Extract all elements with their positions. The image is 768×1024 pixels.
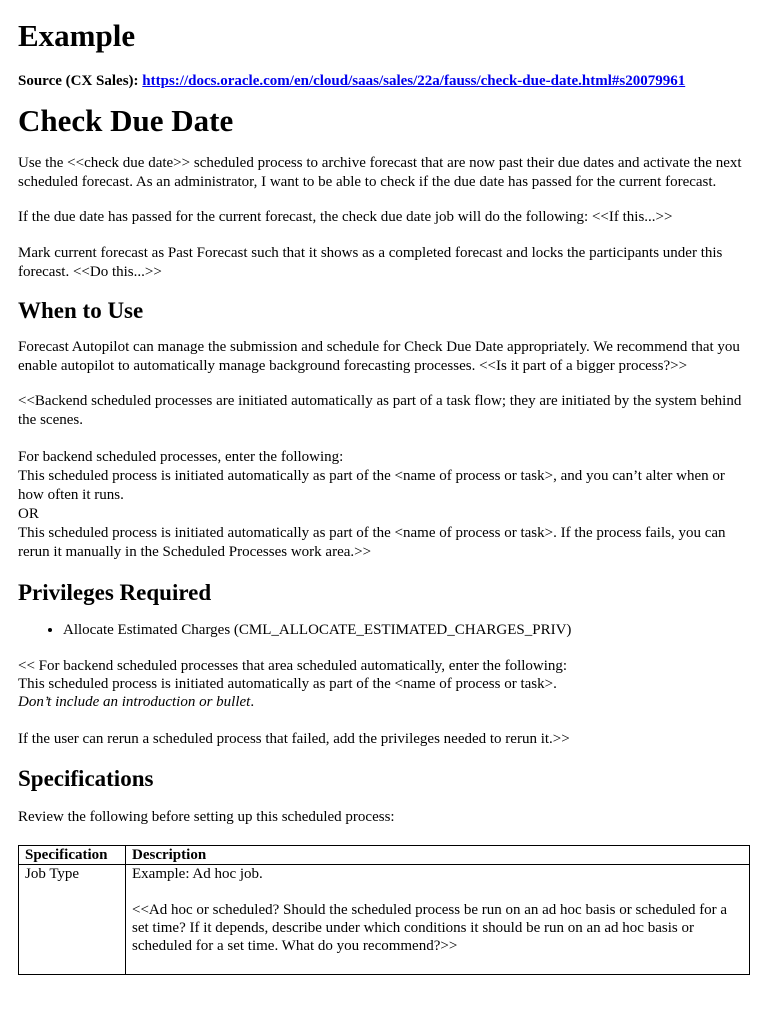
description-line-2: <<Ad hoc or scheduled? Should the scheduled process be run on an ad hoc basis or scheduled for a set time? If it depends, describe under which conditions it should be run on an ad hoc basis or scheduled for a set time. What do you recommend?>>: [132, 902, 728, 954]
table-cell-description: [126, 865, 750, 975]
list-item: • Allocate Estimated Charges (CML_ALLOCATE_ESTIMATED_CHARGES_PRIV): [63, 621, 750, 640]
when-to-use-paragraph-1: Forecast Autopilot can manage the submission and schedule for Check Due Date appropriately. We recommend that you enable autopilot to automatically manage background forecasting processes. <<Is it part of a bigger process?>>: [18, 339, 740, 374]
intro-paragraph-2: If the due date has passed for the current forecast, the check due date job will do the following: <<If this...>>: [18, 209, 673, 225]
table-header-description: Description: [126, 846, 750, 865]
table-header-specification: Specification: [19, 846, 126, 865]
privileges-note: [18, 657, 750, 711]
page-title: Check Due Date: [18, 103, 234, 138]
privileges-note-line-3-end: .: [250, 694, 255, 710]
source-link[interactable]: https://docs.oracle.com/en/cloud/saas/sales/22a/fauss/check-due-date.html#s20079961: [142, 73, 686, 89]
when-to-use-heading: When to Use: [18, 298, 144, 323]
source-line: [18, 72, 750, 91]
source-label: Source (CX Sales):: [18, 73, 139, 89]
table-cell-spec: Job Type: [19, 865, 126, 975]
privileges-list: [18, 621, 750, 640]
privileges-rerun-paragraph: If the user can rerun a scheduled process that failed, add the privileges needed to rerun it.>>: [18, 731, 570, 747]
privileges-heading: Privileges Required: [18, 580, 212, 605]
table-row: [19, 865, 750, 975]
table-header-row: [19, 846, 750, 865]
when-to-use-paragraph-2: <<Backend scheduled processes are initiated automatically as part of a task flow; they are initiated by the system behind the scenes.: [18, 393, 742, 428]
backend-line-2: This scheduled process is initiated automatically as part of the <name of process or task>, and you can’t alter when or how often it runs.: [18, 468, 725, 503]
privileges-note-line-1: << For backend scheduled processes that area scheduled automatically, enter the following:: [18, 658, 568, 674]
backend-instructions: [18, 448, 750, 562]
specifications-table: [18, 845, 750, 975]
specifications-intro: Review the following before setting up this scheduled process:: [18, 809, 395, 825]
backend-line-or: OR: [18, 506, 39, 522]
backend-line-4: This scheduled process is initiated automatically as part of the <name of process or task>. If the process fails, you can rerun it manually in the Scheduled Processes work area.>>: [18, 525, 726, 560]
example-heading: Example: [18, 18, 136, 53]
specifications-heading: Specifications: [18, 766, 154, 791]
intro-paragraph-3: Mark current forecast as Past Forecast such that it shows as a completed forecast and locks the participants under this forecast. <<Do this...>>: [18, 245, 723, 280]
description-line-1: Example: Ad hoc job.: [132, 866, 263, 882]
backend-line-1: For backend scheduled processes, enter the following:: [18, 449, 344, 465]
privileges-note-line-3: Don’t include an introduction or bullet: [18, 694, 251, 710]
intro-paragraph-1: Use the <<check due date>> scheduled process to archive forecast that are now past their due dates and activate the next scheduled forecast. As an administrator, I want to be able to check if the due date has passed for the current forecast.: [18, 155, 742, 190]
privileges-note-line-2: This scheduled process is initiated automatically as part of the <name of process or task>.: [18, 676, 557, 692]
